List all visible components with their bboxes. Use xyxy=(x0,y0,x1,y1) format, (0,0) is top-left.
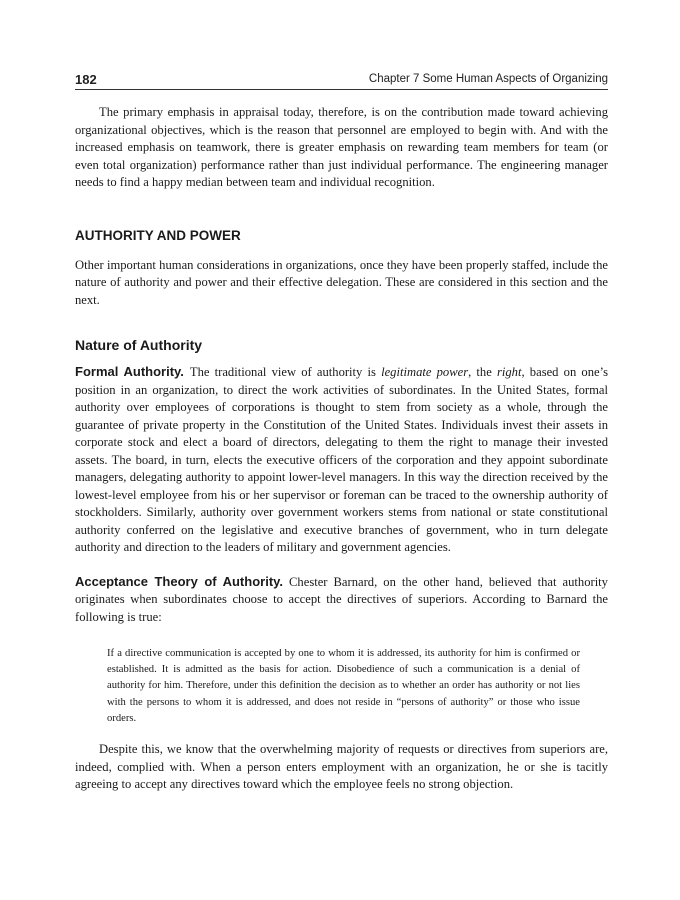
subsection-heading: Nature of Authority xyxy=(75,337,203,353)
block-quote: If a directive communication is accepted by one to whom it is addressed, its authority for him is confirmed or established. It is admitted as the basis for action. Disobedience of such a communication is a denial of authority for him. Therefore, under this definition the decision as to whether an order has authority or not lies with the persons to whom it is addressed, and does not reside in “persons of authority” or those who issue orders. xyxy=(107,648,580,724)
section-paragraph: Other important human considerations in organizations, once they have been properly staffed, include the nature of authority and power and their effective delegation. These are considered in this section and the next. xyxy=(75,257,608,307)
formal-authority-label: Formal Authority. xyxy=(75,364,184,379)
running-header xyxy=(75,72,608,88)
page-body xyxy=(75,104,608,794)
formal-authority-paragraph xyxy=(75,363,608,557)
section-heading: AUTHORITY AND POWER xyxy=(75,227,241,243)
page-number: 182 xyxy=(75,72,97,87)
formal-authority-text: The traditional view of authority is xyxy=(189,365,382,379)
acceptance-theory-text: Chester Barnard, on the other hand, believed that authority originates when subordinates choose to accept the directives of superiors. According to Barnard the following is true: xyxy=(75,574,608,624)
acceptance-theory-paragraph xyxy=(75,573,608,627)
closing-paragraph: Despite this, we know that the overwhelming majority of requests or directives from superiors are, indeed, complied with. When a person enters employment with an organization, he or she is tacitly agreeing to accept any directives toward which the employee feels no strong objection. xyxy=(75,742,608,792)
header-rule xyxy=(75,89,608,90)
intro-paragraph: The primary emphasis in appraisal today, therefore, is on the contribution made toward achieving organizational objectives, which is the reason that personnel are employed to begin with. And with the increased emphasis on teamwork, there is greater emphasis on rewarding team members for team (or even total organization) performance rather than just individual performance. The engineering manager needs to find a happy median between team and individual recognition. xyxy=(75,105,608,189)
chapter-title: Chapter 7 Some Human Aspects of Organizing xyxy=(368,73,608,85)
italic-term: right, xyxy=(496,365,525,379)
acceptance-theory-label: Acceptance Theory of Authority. xyxy=(75,573,284,589)
formal-authority-text: , the xyxy=(468,365,497,379)
formal-authority-text: based on one’s position in an organization, to direct the work activities of subordinates. In the United States, formal authority over employees of corporations is thought to stem from society as a whole, through the guarantee of private property in the Constitution of the United States. Individuals invest their assets in corporate stock and elect a board of directors, delegating to them the right to manage their invested assets. The board, in turn, elects the executive officers of the corporation and they appoint subordinate managers, delegating authority to appoint lower-level managers. In this way the direction received by the lowest-level employee from his or her supervisor or foreman can be traced to the ownership authority of stockholders. Similarly, authority over government workers stems from national or state constitutional authority conferred on the legislative and executive branches of government, who in turn delegate authority and direction to the leaders of military and government agencies. xyxy=(75,365,608,554)
italic-term: legitimate power xyxy=(381,365,469,379)
